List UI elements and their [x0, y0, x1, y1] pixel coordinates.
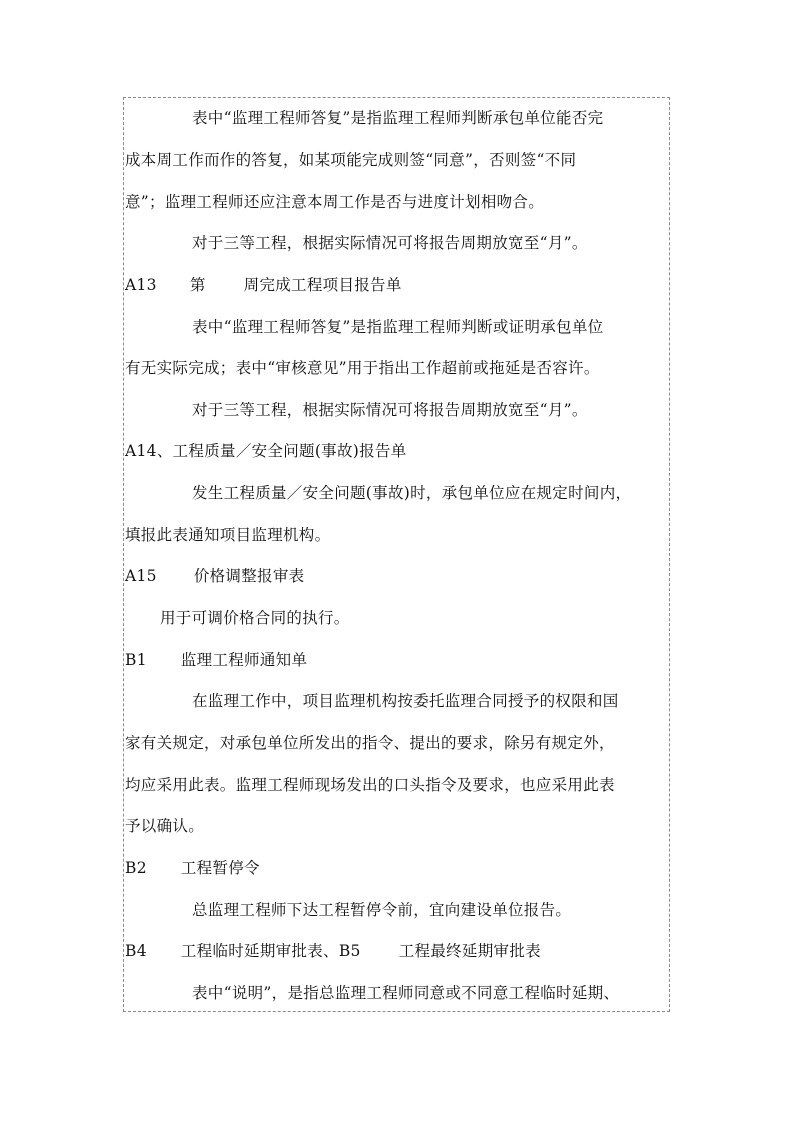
paragraph-line: 意”；监理工程师还应注意本周工作是否与进度计划相吻合。 [125, 193, 545, 211]
section-word: 第 [189, 276, 206, 294]
section-heading-b2 [125, 858, 260, 878]
paragraph-line: 成本周工作而作的答复，如某项能完成则签“同意”，否则签“不同 [125, 151, 577, 169]
section-heading-a14: A14、工程质量／安全问题(事故)报告单 [125, 442, 407, 460]
paragraph-line: 予以确认。 [125, 817, 205, 835]
paragraph-line: 家有关规定，对承包单位所发出的指令、提出的要求，除另有规定外， [125, 734, 615, 752]
paragraph-line: 表中“监理工程师答复”是指监理工程师判断承包单位能否完 [192, 109, 604, 127]
section-code: B1 [125, 651, 147, 669]
section-heading-b4 [125, 941, 541, 961]
paragraph-line: 对于三等工程，根据实际情况可将报告周期放宽至“月”。 [192, 401, 588, 419]
paragraph-line: 表中“说明”，是指总监理工程师同意或不同意工程临时延期、 [192, 984, 620, 1002]
section-title: 价格调整报审表 [193, 567, 305, 585]
paragraph-line: 在监理工作中，项目监理机构按委托监理合同授予的权限和国 [192, 692, 619, 710]
section-title: 周完成工程项目报告单 [243, 276, 402, 294]
section-title: 工程临时延期审批表、B5 [180, 942, 361, 960]
paragraph-line: 用于可调价格合同的执行。 [160, 609, 350, 627]
section-title-secondary: 工程最终延期审批表 [398, 942, 541, 960]
section-code: B4 [125, 942, 147, 960]
section-heading-b1 [125, 650, 307, 670]
paragraph-line: 表中“监理工程师答复”是指监理工程师判断或证明承包单位 [192, 318, 604, 336]
section-code: A13 [125, 276, 157, 294]
section-heading-a13 [125, 275, 402, 295]
section-title: 工程暂停令 [180, 859, 260, 877]
paragraph-line: 发生工程质量／安全问题(事故)时，承包单位应在规定时间内， [192, 484, 632, 502]
paragraph-line: 有无实际完成；表中“审核意见”用于指出工作超前或拖延是否容许。 [125, 359, 600, 377]
paragraph-line: 均应采用此表。监理工程师现场发出的口头指令及要求，也应采用此表 [125, 776, 615, 794]
section-title: 监理工程师通知单 [180, 651, 308, 669]
paragraph-line: 总监理工程师下达工程暂停令前，宜向建设单位报告。 [192, 901, 572, 919]
paragraph-line: 填报此表通知项目监理机构。 [125, 526, 331, 544]
section-heading-a15 [125, 566, 304, 586]
paragraph-line: 对于三等工程，根据实际情况可将报告周期放宽至“月”。 [192, 234, 588, 252]
section-code: A15 [125, 567, 157, 585]
section-code: B2 [125, 859, 147, 877]
